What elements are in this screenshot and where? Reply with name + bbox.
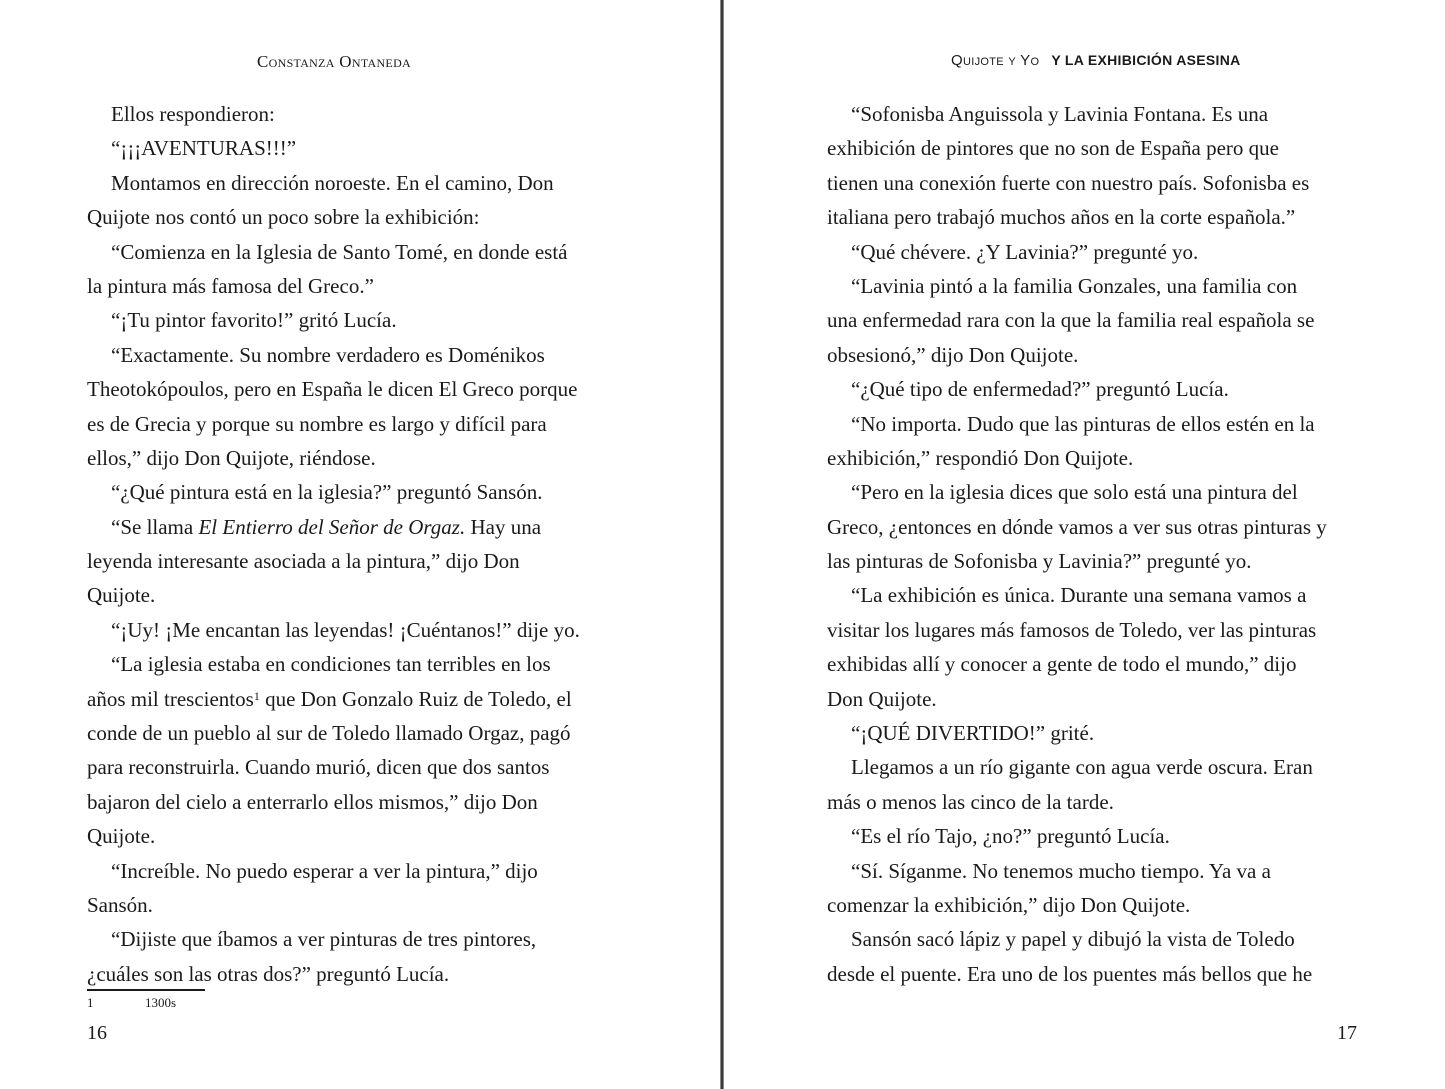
- text-line: tienen una conexión fuerte con nuestro país. Sofonisba es: [827, 170, 1310, 195]
- text-line: es de Grecia y porque su nombre es largo y difícil para: [87, 411, 547, 436]
- text-line: “Increíble. No puedo esperar a ver la pintura,” dijo: [111, 858, 538, 883]
- left-page-body: [87, 97, 619, 991]
- text-segment: “Se llama: [111, 514, 199, 539]
- text-line: italiana pero trabajó muchos años en la corte española.”: [827, 205, 1296, 230]
- text-line: “Sofonisba Anguissola y Lavinia Fontana. Es una: [851, 102, 1269, 126]
- footnote-rule: [87, 989, 205, 991]
- text-line: obsesionó,” dijo Don Quijote.: [827, 342, 1079, 367]
- text-segment: que Don Gonzalo Ruiz de Toledo, el: [259, 686, 572, 711]
- text-line: “Comienza en la Iglesia de Santo Tomé, en donde está: [111, 239, 568, 264]
- text-line: conde de un pueblo al sur de Toledo llamado Orgaz, pagó: [87, 721, 571, 746]
- text-line: la pintura más famosa del Greco.”: [87, 273, 374, 298]
- text-line: “Dijiste que íbamos a ver pinturas de tres pintores,: [111, 927, 537, 952]
- page-number-right: 17: [1337, 1022, 1357, 1044]
- text-line: exhibición de pintores que no son de España pero que: [827, 136, 1279, 161]
- text-line: bajaron del cielo a enterrarlo ellos mismos,” dijo Don: [87, 789, 538, 814]
- book-gutter-divider: [720, 0, 724, 1089]
- text-line: desde el puente. Era uno de los puentes más bellos que he: [827, 961, 1313, 986]
- left-page: [0, 0, 720, 1089]
- text-line: Quijote.: [87, 824, 156, 849]
- text-line: “Pero en la iglesia dices que solo está una pintura del: [851, 480, 1298, 505]
- text-line: Montamos en dirección noroeste. En el camino, Don: [111, 170, 554, 195]
- text-line: “¡Uy! ¡Me encantan las leyendas! ¡Cuéntanos!” dije yo.: [111, 617, 580, 642]
- italic-title: El Entierro del Señor de Orgaz.: [198, 514, 466, 539]
- text-line: “¡¡¡AVENTURAS!!!”: [111, 136, 297, 161]
- footnote: [87, 995, 176, 1011]
- footnote-reference[interactable]: 1: [253, 688, 260, 703]
- text-line: [87, 510, 619, 544]
- text-line: “Es el río Tajo, ¿no?” preguntó Lucía.: [851, 824, 1170, 849]
- text-line: Llegamos a un río gigante con agua verde oscura. Eran: [851, 755, 1313, 780]
- text-line: las pinturas de Sofonisba y Lavinia?” pregunté yo.: [827, 549, 1252, 574]
- text-line: “¡Tu pintor favorito!” gritó Lucía.: [111, 308, 397, 333]
- text-line: Quijote.: [87, 583, 156, 608]
- text-segment: años mil trescientos: [87, 686, 254, 711]
- text-line: leyenda interesante asociada a la pintura,” dijo Don: [87, 549, 520, 574]
- text-line: “¿Qué pintura está en la iglesia?” preguntó Sansón.: [111, 480, 543, 505]
- footnote-text: 1300s: [145, 995, 177, 1010]
- text-line: Sansón.: [87, 892, 153, 917]
- text-line: para reconstruirla. Cuando murió, dicen que dos santos: [87, 755, 550, 780]
- text-line: “La exhibición es única. Durante una semana vamos a: [851, 583, 1307, 608]
- text-line: Don Quijote.: [827, 686, 937, 711]
- text-line: visitar los lugares más famosos de Toledo, ver las pinturas: [827, 617, 1317, 642]
- text-line: ellos,” dijo Don Quijote, riéndose.: [87, 445, 376, 470]
- text-line: Quijote nos contó un poco sobre la exhibición:: [87, 205, 480, 230]
- running-head-title-part-a: Quijote y Yo: [951, 52, 1040, 69]
- text-line: “¿Qué tipo de enfermedad?” preguntó Lucía.: [851, 377, 1229, 402]
- text-line: “¡QUÉ DIVERTIDO!” grité.: [851, 721, 1095, 746]
- right-page: [725, 0, 1445, 1089]
- text-line: más o menos las cinco de la tarde.: [827, 789, 1114, 814]
- running-head-author: Constanza Ontaneda: [257, 52, 411, 71]
- running-head-title: [951, 52, 1241, 69]
- text-line: “No importa. Dudo que las pinturas de ellos estén en la: [851, 411, 1315, 436]
- text-line: “Lavinia pintó a la familia Gonzales, una familia con: [851, 273, 1298, 298]
- text-line: “La iglesia estaba en condiciones tan terribles en los: [111, 652, 551, 677]
- text-line: exhibidas allí y conocer a gente de todo el mundo,” dijo: [827, 652, 1297, 677]
- text-segment: Hay una: [465, 514, 542, 539]
- footnote-number: 1: [87, 995, 94, 1010]
- text-line: Ellos respondieron:: [111, 102, 275, 126]
- page-number-left: 16: [87, 1022, 107, 1044]
- text-line: Sansón sacó lápiz y papel y dibujó la vista de Toledo: [851, 927, 1295, 952]
- running-head-title-part-b: Y LA EXHIBICIÓN ASESINA: [1051, 52, 1241, 68]
- text-line: comenzar la exhibición,” dijo Don Quijote.: [827, 892, 1191, 917]
- right-page-body: [827, 97, 1359, 991]
- text-line: “Exactamente. Su nombre verdadero es Doménikos: [111, 342, 545, 367]
- text-line: [87, 682, 619, 716]
- text-line: ¿cuáles son las otras dos?” preguntó Lucía.: [87, 961, 450, 986]
- text-line: “Qué chévere. ¿Y Lavinia?” pregunté yo.: [851, 239, 1199, 264]
- text-line: exhibición,” respondió Don Quijote.: [827, 445, 1134, 470]
- text-line: Greco, ¿entonces en dónde vamos a ver sus otras pinturas y: [827, 514, 1327, 539]
- text-line: “Sí. Síganme. No tenemos mucho tiempo. Ya va a: [851, 858, 1271, 883]
- text-line: una enfermedad rara con la que la familia real española se: [827, 308, 1315, 333]
- text-line: Theotokópoulos, pero en España le dicen El Greco porque: [87, 377, 578, 402]
